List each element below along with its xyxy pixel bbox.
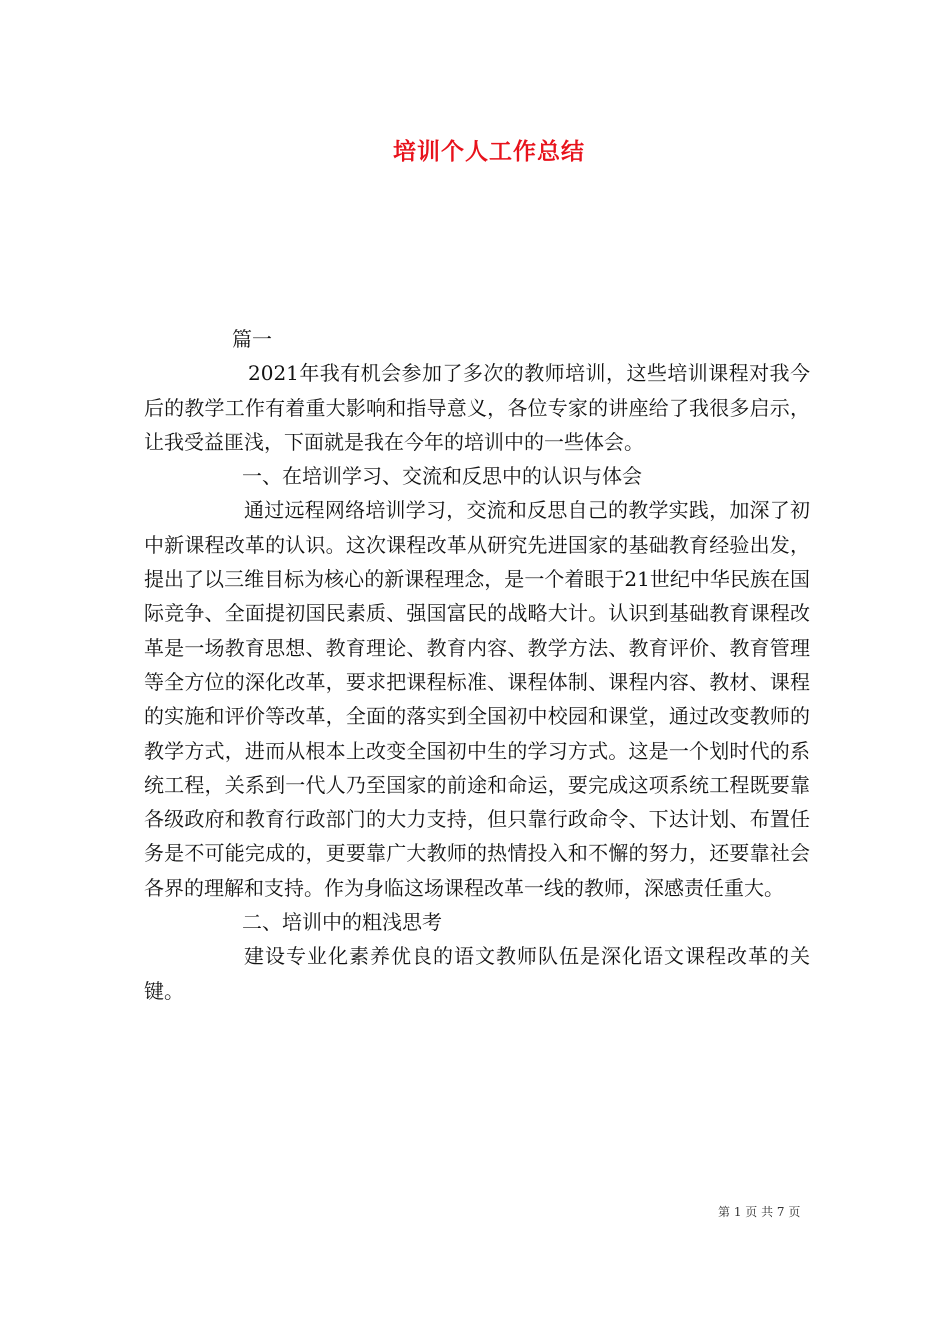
page-number: 第 1 页 共 7 页 [718,1205,801,1219]
document-body [144,322,810,1008]
document-title: 培训个人工作总结 [393,138,585,165]
body-paragraph-1: 通过远程网络培训学习，交流和反思自己的教学实践，加深了初中新课程改革的认识。这次课程改革从研究先进国家的基础教育经验出发，提出了以三维目标为核心的新课程理念，是一个着眼于21世纪中华民族在国际竞争、全面提初国民素质、强国富民的战略大计。认识到基础教育课程改革是一场教育思想、教育理论、教育内容、教学方法、教育评价、教育管理等全方位的深化改革，要求把课程标准、课程体制、课程内容、教材、课程的实施和评价等改革，全面的落实到全国初中校园和课堂，通过改变教师的教学方式，进而从根本上改变全国初中生的学习方式。这是一个划时代的系统工程，关系到一代人乃至国家的前途和命运，要完成这项系统工程既要靠各级政府和教育行政部门的大力支持，但只靠行政命令、下达计划、布置任务是不可能完成的，更要靠广大教师的热情投入和不懈的努力，还要靠社会各界的理解和支持。作为身临这场课程改革一线的教师，深感责任重大。 [144,498,810,900]
body-paragraph-2: 建设专业化素养优良的语文教师队伍是深化语文课程改革的关键。 [144,944,810,1003]
section-heading-1: 一、在培训学习、交流和反思中的认识与体会 [242,464,642,489]
intro-paragraph: 2021年我有机会参加了多次的教师培训，这些培训课程对我今后的教学工作有着重大影响和指导意义，各位专家的讲座给了我很多启示，让我受益匪浅，下面就是我在今年的培训中的一些体会。 [144,361,810,454]
section-label: 篇一 [232,327,272,351]
section-heading-2: 二、培训中的粗浅思考 [242,910,442,935]
